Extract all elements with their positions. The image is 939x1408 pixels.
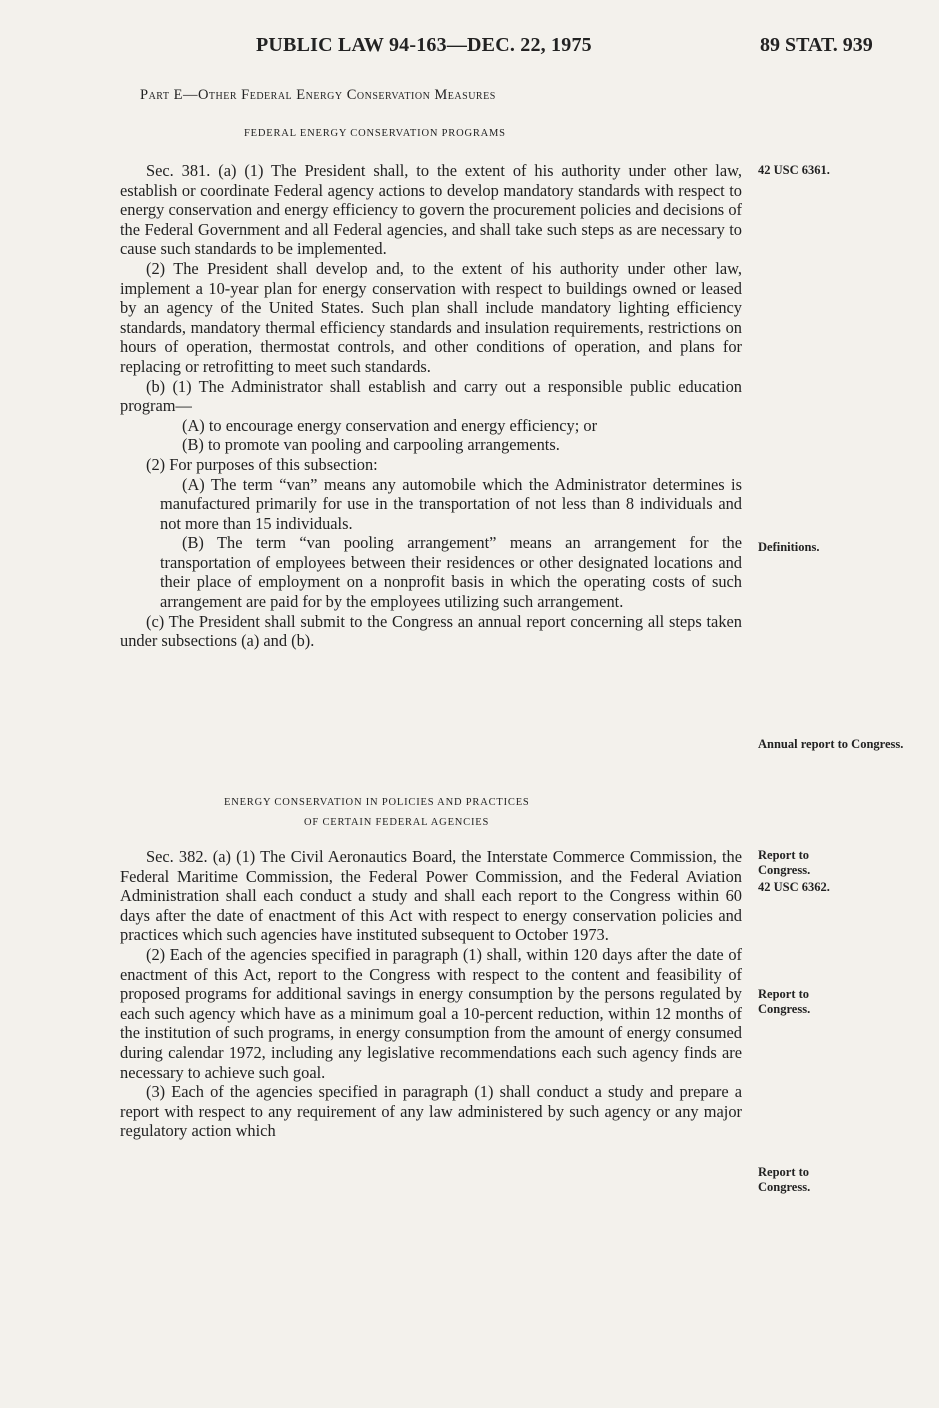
margin-note-usc-6361: 42 USC 6361. <box>758 163 830 177</box>
sec-381-a-2: (2) The President shall develop and, to the extent of his authority under other law, implement a 10-year plan for energy conservation with respect to buildings owned or leased by an agency of the United States. Such plan shall include mandatory lighting efficiency standards, mandatory thermal efficiency standards and insulation requirements, restrictions on hours of operation, thermostat controls, and other conditions of operation, and plans for replacing or retrofitting to meet such standards. <box>120 258 742 376</box>
sec-381-b-1-A: (A) to encourage energy conservation and energy efficiency; or <box>182 415 598 435</box>
sec-381-b-2-A: (A) The term “van” means any automobile which the Administrator determines is manufactured primarily for use in the transportation of not less than 8 individuals and not more than 15 individuals. <box>160 474 742 533</box>
sec-381-b-2: (2) For purposes of this subsection: <box>146 454 378 474</box>
section-382-body <box>120 847 742 1141</box>
sec-382-a-2: (2) Each of the agencies specified in paragraph (1) shall, within 120 days after the date of enactment of this Act, report to the Congress with respect to the content and feasibility of proposed programs for additional savings in energy consumption by the persons regulated by each such agency which have as a minimum goal a 10-percent reduction, within 12 months of the institution of such programs, in energy consumption from the amount of energy consumed during calendar 1972, including any legislative recommendations each such agency finds are necessary to achieve such goal. <box>120 944 742 1082</box>
sec-381-c: (c) The President shall submit to the Congress an annual report concerning all steps taken under subsections (a) and (b). <box>120 611 742 651</box>
sec-382-a-3: (3) Each of the agencies specified in paragraph (1) shall conduct a study and prepare a report with respect to any requirement of any law administered by such agency or any major regulatory action which <box>120 1082 742 1141</box>
margin-note-report-2: Report to Congress. <box>758 987 811 1016</box>
section-heading-programs: FEDERAL ENERGY CONSERVATION PROGRAMS <box>244 128 506 139</box>
section-heading-policies-line1: ENERGY CONSERVATION IN POLICIES AND PRACTICES <box>224 797 530 808</box>
margin-note-report-3: Report to Congress. <box>758 1165 811 1194</box>
margin-note-usc-6362: 42 USC 6362. <box>758 880 830 894</box>
sec-381-b-1-B: (B) to promote van pooling and carpooling arrangements. <box>182 435 560 455</box>
header-public-law: PUBLIC LAW 94-163—DEC. 22, 1975 <box>256 34 592 56</box>
margin-note-definitions: Definitions. <box>758 540 820 554</box>
part-heading: Part E—Other Federal Energy Conservation Measures <box>140 87 496 103</box>
sec-381-b-2-B: (B) The term “van pooling arrangement” means an arrangement for the transportation of employees between their residences or other designated locations and their place of employment on a nonprofit basis in which the operating costs of such arrangement are paid for by the employees utilizing such arrangement. <box>160 533 742 612</box>
header-stat-page: 89 STAT. 939 <box>760 34 873 56</box>
section-heading-policies-line2: OF CERTAIN FEDERAL AGENCIES <box>304 817 490 828</box>
sec-382-a-1: Sec. 382. (a) (1) The Civil Aeronautics Board, the Interstate Commerce Commission, the Federal Maritime Commission, the Federal Power Commission, and the Federal Aviation Administration shall each conduct a study and shall each report to the Congress within 60 days after the date of enactment of this Act with respect to energy conservation policies and practices which such agencies have instituted subsequent to October 1973. <box>120 847 742 945</box>
section-381-body <box>120 161 742 651</box>
sec-381-b-1: (b) (1) The Administrator shall establish and carry out a responsible public education program— <box>120 376 742 416</box>
margin-note-annual-report: Annual report to Congress. <box>758 737 904 751</box>
sec-381-a-1: Sec. 381. (a) (1) The President shall, to the extent of his authority under other law, establish or coordinate Federal agency actions to develop mandatory standards with respect to energy conservation and energy efficiency to govern the procurement policies and decisions of the Federal Government and all Federal agencies, and shall take such steps as are necessary to cause such standards to be implemented. <box>120 161 742 259</box>
margin-note-report-1: Report to Congress. <box>758 848 811 877</box>
